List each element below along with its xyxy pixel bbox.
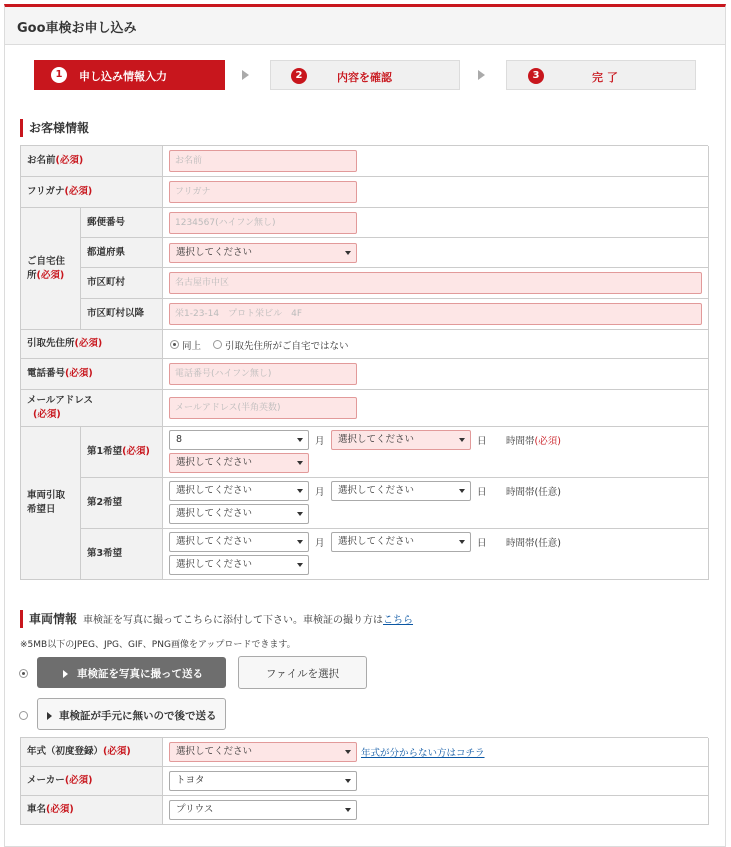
file-select-button[interactable] <box>238 656 367 689</box>
wish1-day-value: 選択してください <box>338 434 415 445</box>
email-cell <box>163 390 709 427</box>
chevron-down-icon <box>345 779 351 783</box>
kana-label <box>21 177 163 208</box>
model-label <box>21 796 163 825</box>
required-mark: (必須) <box>534 436 561 447</box>
kana-input[interactable]: フリガナ <box>169 181 357 203</box>
customer-heading-text: お客様情報 <box>29 121 90 135</box>
vehicle-form-table <box>20 737 708 825</box>
year-label <box>21 738 163 767</box>
required-mark: (必須) <box>36 269 65 281</box>
name-input[interactable]: お名前 <box>169 150 357 172</box>
send-later-button-label: 車検証が手元に無いので後で送る <box>59 710 217 722</box>
step-1 <box>34 60 225 90</box>
phone-label <box>21 359 163 390</box>
wish1-day-select[interactable] <box>331 430 471 450</box>
step-arrow-icon <box>242 70 249 80</box>
chevron-down-icon <box>459 540 465 544</box>
day-unit: 日 <box>477 436 487 447</box>
wish2-time-value: 選択してください <box>176 508 253 519</box>
step-1-number: 1 <box>51 67 67 83</box>
required-mark: (必須) <box>64 186 93 197</box>
day-unit: 日 <box>477 487 487 498</box>
wish3-time-select[interactable] <box>169 555 309 575</box>
step-3 <box>506 60 696 90</box>
postal-label: 郵便番号 <box>81 208 163 238</box>
kana-cell <box>163 177 709 208</box>
city-cell <box>163 268 709 299</box>
vehicle-heading-text: 車両情報 <box>29 612 78 626</box>
chevron-down-icon <box>297 512 303 516</box>
wish2-month-select[interactable] <box>169 481 309 501</box>
wish2-month-value: 選択してください <box>176 485 253 496</box>
maker-select[interactable] <box>169 771 357 791</box>
pickup-date-label: 車両引取希望日 <box>21 427 81 580</box>
street-cell <box>163 299 709 330</box>
wish3-label: 第3希望 <box>81 529 163 580</box>
chevron-down-icon <box>297 563 303 567</box>
chevron-down-icon <box>345 750 351 754</box>
page-title: Goo車検お申し込み <box>17 21 137 36</box>
year-select[interactable] <box>169 742 357 762</box>
required-mark: (必須) <box>122 446 150 457</box>
chevron-down-icon <box>297 489 303 493</box>
step-3-number: 3 <box>528 68 544 84</box>
step-2-number: 2 <box>291 68 307 84</box>
required-mark: (必須) <box>46 804 74 815</box>
wish3-day-value: 選択してください <box>338 536 415 547</box>
wish3-time-label: 時間帯(任意) <box>506 538 561 549</box>
wish3-month-select[interactable] <box>169 532 309 552</box>
wish3-time-value: 選択してください <box>176 559 253 570</box>
chevron-down-icon <box>345 808 351 812</box>
name-label-text: お名前 <box>27 155 56 166</box>
wish1-label <box>81 427 163 478</box>
chevron-down-icon <box>459 438 465 442</box>
wish1-cell <box>163 427 709 478</box>
wish1-month-value: 8 <box>176 434 183 445</box>
prefecture-value: 選択してください <box>176 247 253 258</box>
upload-note: ※5MB以下のJPEG、JPG、GIF、PNG画像をアップロードできます。 <box>20 640 296 650</box>
prefecture-cell <box>163 238 709 268</box>
send-later-radio[interactable] <box>19 711 28 720</box>
pickup-other-label[interactable]: 引取先住所がご自宅ではない <box>225 341 349 352</box>
vehicle-section-heading <box>20 610 413 628</box>
chevron-down-icon <box>345 251 351 255</box>
pickup-other-radio[interactable] <box>213 340 222 349</box>
required-mark: (必須) <box>103 746 131 757</box>
time-label-text: 時間帯 <box>506 436 535 447</box>
wish1-time-select[interactable] <box>169 453 309 473</box>
how-to-photo-link[interactable]: こちら <box>383 615 414 626</box>
file-select-button-label: ファイルを選択 <box>265 668 340 680</box>
postal-code-input[interactable]: 1234567(ハイフン無し) <box>169 212 357 234</box>
city-label: 市区町村 <box>81 268 163 299</box>
street-label: 市区町村以降 <box>81 299 163 330</box>
step-1-label: 申し込み情報入力 <box>79 70 167 83</box>
wish2-label: 第2希望 <box>81 478 163 529</box>
required-mark: (必須) <box>55 155 84 166</box>
wish1-time-label <box>506 433 561 447</box>
chevron-down-icon <box>297 461 303 465</box>
month-unit: 月 <box>315 487 325 498</box>
name-cell <box>163 146 709 177</box>
email-label-text: メールアドレス <box>27 395 94 406</box>
model-select[interactable] <box>169 800 357 820</box>
wish1-month-select[interactable] <box>169 430 309 450</box>
wish1-label-text: 第1希望 <box>87 446 123 457</box>
phone-input[interactable]: 電話番号(ハイフン無し) <box>169 363 357 385</box>
chevron-down-icon <box>297 540 303 544</box>
maker-value: トヨタ <box>176 775 205 786</box>
maker-label-text: メーカー <box>27 775 65 786</box>
address-label-text: ご自宅住所 <box>27 255 66 281</box>
chevron-down-icon <box>297 438 303 442</box>
pickup-same-radio[interactable] <box>170 340 179 349</box>
year-label-text: 年式（初度登録） <box>27 746 104 757</box>
photo-upload-button-label: 車検証を写真に撮って送る <box>77 668 203 680</box>
wish3-day-select[interactable] <box>331 532 471 552</box>
vehicle-subtext: 車検証を写真に撮ってこちらに添付して下さい。車検証の撮り方は <box>83 615 384 626</box>
pickup-address-label <box>21 330 163 359</box>
wish1-time-value: 選択してください <box>176 457 253 468</box>
play-icon <box>63 670 68 678</box>
required-mark: (必須) <box>33 409 61 420</box>
year-cell <box>163 738 709 767</box>
address-label <box>21 208 81 330</box>
day-unit: 日 <box>477 538 487 549</box>
customer-form-table <box>20 145 708 580</box>
prefecture-select[interactable] <box>169 243 357 263</box>
maker-label <box>21 767 163 796</box>
month-unit: 月 <box>315 538 325 549</box>
phone-label-text: 電話番号 <box>27 368 66 379</box>
wish2-time-label: 時間帯(任意) <box>506 487 561 498</box>
wish2-time-select[interactable] <box>169 504 309 524</box>
wish2-cell <box>163 478 709 529</box>
city-input[interactable]: 名古屋市中区 <box>169 272 702 294</box>
step-2 <box>270 60 460 90</box>
play-icon <box>47 712 52 720</box>
photo-upload-button[interactable] <box>37 657 226 688</box>
photo-upload-radio[interactable] <box>19 669 28 678</box>
maker-cell <box>163 767 709 796</box>
kana-label-text: フリガナ <box>27 186 65 197</box>
step-arrow-icon <box>478 70 485 80</box>
wish3-month-value: 選択してください <box>176 536 253 547</box>
step-3-label: 完 了 <box>592 71 618 84</box>
wish2-day-value: 選択してください <box>338 485 415 496</box>
required-mark: (必須) <box>74 338 103 349</box>
email-label <box>21 390 163 427</box>
email-input[interactable]: メールアドレス(半角英数) <box>169 397 357 419</box>
street-input[interactable]: 栄1-23-14 プロト栄ビル 4F <box>169 303 702 325</box>
pickup-address-cell <box>163 330 709 359</box>
model-cell <box>163 796 709 825</box>
model-label-text: 車名 <box>27 804 47 815</box>
customer-section-heading <box>20 119 89 137</box>
title-bar <box>5 7 725 45</box>
month-unit: 月 <box>315 436 325 447</box>
year-help-link[interactable]: 年式が分からない方はコチラ <box>361 748 485 759</box>
prefecture-label: 都道府県 <box>81 238 163 268</box>
pickup-same-label[interactable]: 同上 <box>182 341 202 352</box>
name-label <box>21 146 163 177</box>
step-2-label: 内容を確認 <box>337 71 392 84</box>
wish2-day-select[interactable] <box>331 481 471 501</box>
model-value: プリウス <box>176 804 214 815</box>
send-later-button[interactable] <box>37 698 226 730</box>
chevron-down-icon <box>459 489 465 493</box>
required-mark: (必須) <box>65 368 93 379</box>
phone-cell <box>163 359 709 390</box>
wish3-cell <box>163 529 709 580</box>
postal-cell <box>163 208 709 238</box>
year-value: 選択してください <box>176 746 253 757</box>
pickup-address-label-text: 引取先住所 <box>27 338 75 349</box>
required-mark: (必須) <box>64 775 93 786</box>
